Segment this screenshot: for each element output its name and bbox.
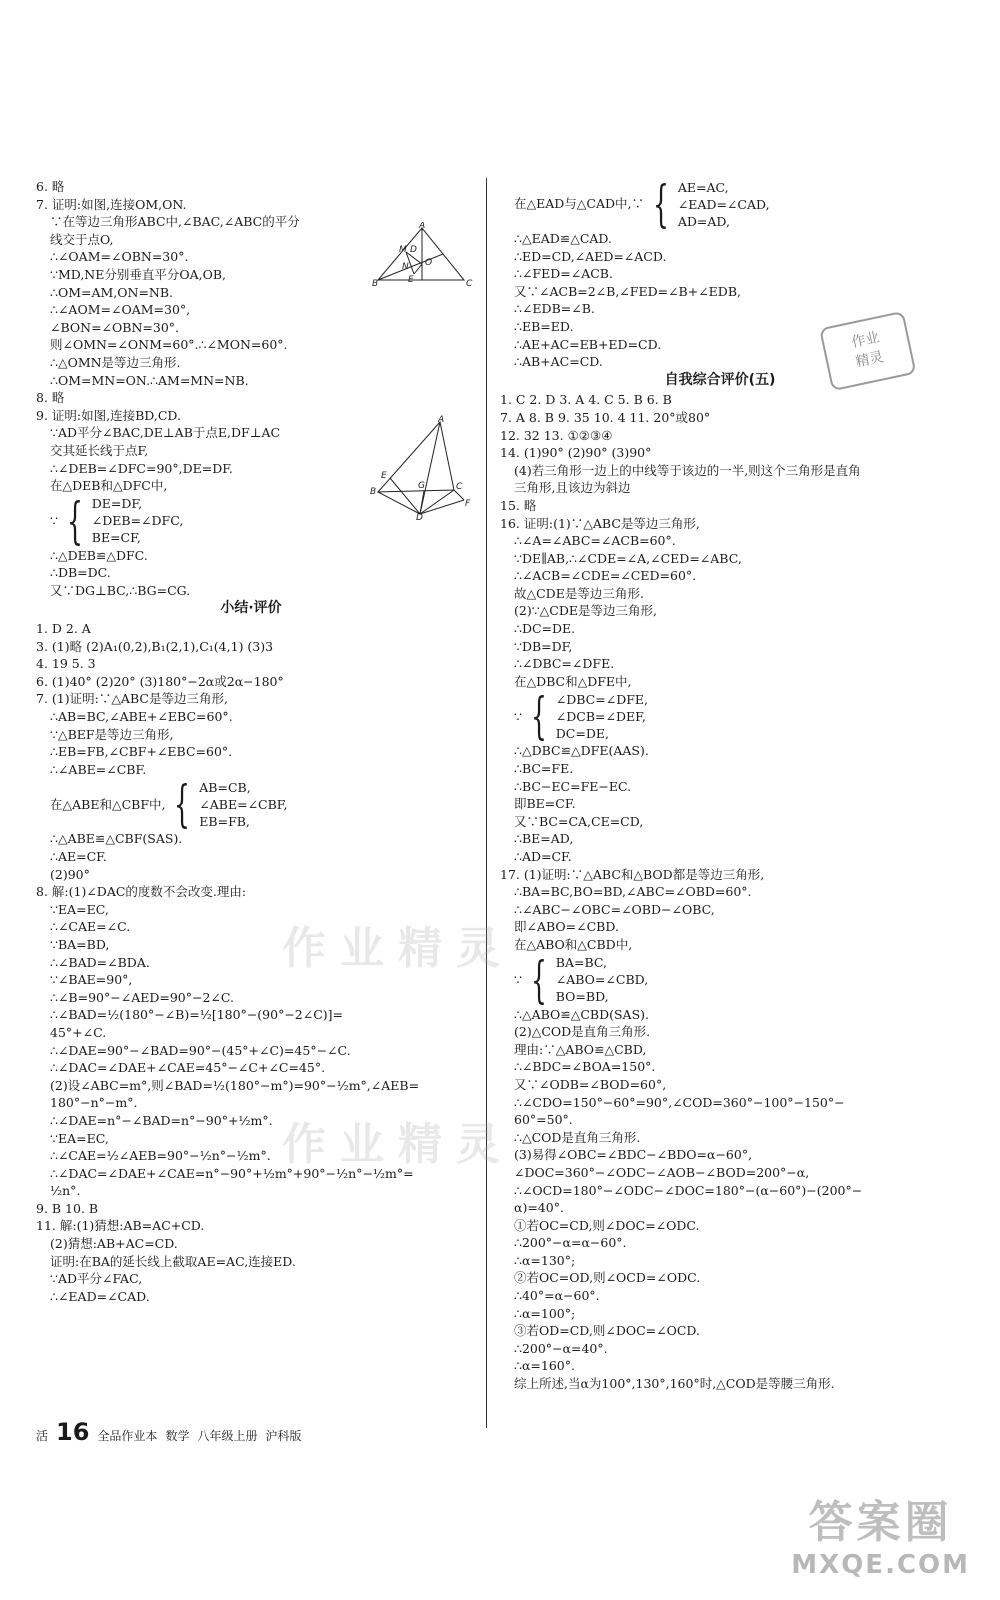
text-line: ∴∠BDC=∠BOA=150°. (514, 1059, 656, 1075)
text-line: ①若OC=CD,则∠DOC=∠ODC. (514, 1217, 700, 1233)
text-line: ∴△DBC≌△DFE(AAS). (514, 743, 649, 759)
text-line: ∵AD平分∠FAC, (50, 1271, 143, 1287)
text-line: ∴∠CDO=150°−60°=90°,∠COD=360°−100°−150°− (514, 1094, 845, 1110)
text-line: ∴∠EDB=∠B. (514, 301, 595, 317)
text-line: ∵MD,NE分别垂直平分OA,OB, (50, 266, 227, 282)
text-line: ∴△COD是直角三角形. (514, 1129, 641, 1145)
text-line: 12. 32 13. ①②③④ (500, 427, 613, 443)
text-line: 即BE=CF. (514, 796, 576, 812)
text-line: ∴∠OAM=∠OBN=30°. (50, 249, 189, 265)
section-heading-summary: 小结·评价 (220, 600, 282, 617)
text-line: ∴200°−α=α−60°. (514, 1235, 627, 1251)
brace-prefix: 在△ABE和△CBF中, (50, 796, 166, 812)
text-line: ∴BE=AD, (514, 831, 574, 847)
brace-item: BA=BC, (555, 955, 607, 971)
brace-item: DE=DF, (91, 496, 143, 512)
subject: 数学 (165, 1429, 190, 1443)
text-line: ∴∠DBC=∠DFE. (514, 656, 615, 672)
text-line: ∵△BEF是等边三角形, (50, 726, 174, 742)
text-line: ∴∠DAE=n°−∠BAD=n°−90°+½m°. (50, 1112, 273, 1128)
text-line: ∴∠DAC=∠DAE+∠CAE=n°−90°+½m°+90°−½n°−½m°= (50, 1165, 414, 1181)
left-block-2 (36, 547, 466, 600)
label-f: F (465, 499, 471, 509)
text-line: ∴AE=CF. (50, 849, 107, 864)
left-block-3 (36, 620, 466, 778)
stamp-line-2: 精灵 (854, 349, 886, 371)
text-line: 在△DBC和△DFE中, (514, 673, 632, 689)
text-line: ∴DC=DE. (514, 621, 576, 637)
brace-item: ∠DEB=∠DFC, (91, 513, 184, 529)
text-line: ½n°. (50, 1183, 81, 1199)
text-line: 1. C 2. D 3. A 4. C 5. B 6. B (500, 392, 672, 408)
text-line: ∴OM=AM,ON=NB. (50, 284, 174, 300)
text-line: ∴△DEB≌△DFC. (50, 547, 148, 563)
text-line: ∵EA=EC, (50, 1130, 109, 1146)
text-line: ∴AB=BC,∠ABE+∠EBC=60°. (50, 709, 233, 725)
text-line: ∴∠ABC−∠OBC=∠OBD−∠OBC, (514, 901, 715, 917)
text-line: 又∵BC=CA,CE=CD, (514, 813, 644, 829)
text-line: ∴∠BAD=∠BDA. (50, 954, 150, 970)
text-line: ∴∠BAD=½(180°−∠B)=½[180°−(90°−2∠C)]= (50, 1007, 344, 1023)
text-line: ∠DOC=360°−∠ODC−∠AOB−∠BOD=200°−α, (514, 1164, 810, 1180)
text-line: 9. B 10. B (36, 1200, 99, 1216)
left-block-4 (36, 830, 466, 1305)
label-a: A (438, 415, 445, 425)
page-footer (36, 1418, 301, 1446)
book-title: 全品作业本 (97, 1429, 158, 1443)
text-line: ∵EA=EC, (50, 901, 109, 917)
brace-item: BO=BD, (555, 989, 609, 1005)
label-g: G (418, 481, 425, 491)
text-line: ∵DB=DF, (514, 638, 573, 654)
brace-item: AE=AC, (677, 179, 729, 195)
text-line: 9. 证明:如图,连接BD,CD. (36, 407, 181, 423)
label-e: E (408, 275, 414, 285)
text-line: (3)易得∠OBC=∠BDC−∠BDO=α−60°, (514, 1147, 753, 1163)
text-line: ∴∠FED=∠ACB. (514, 266, 613, 282)
text-line: 三角形,且该边为斜边 (514, 480, 631, 496)
page-number: 16 (56, 1418, 90, 1446)
text-line: 综上所述,当α为100°,130°,160°时,△COD是等腰三角形. (514, 1376, 835, 1392)
label-d: D (410, 245, 417, 255)
text-line: ∴α=160°. (514, 1358, 575, 1374)
right-block-2 (500, 391, 940, 690)
text-line: ∴△ABE≌△CBF(SAS). (50, 831, 183, 847)
text-line: ∴OM=MN=ON.∴AM=MN=NB. (50, 372, 249, 388)
label-o: O (425, 258, 433, 268)
text-line: ∴α=130°; (514, 1252, 576, 1268)
brace-items (92, 495, 184, 546)
label-b: B (370, 487, 377, 497)
text-line: ∴EB=FB,∠CBF+∠EBC=60°. (50, 744, 233, 760)
text-line: ∵BA=BD, (50, 936, 110, 952)
brace-group: ∵ { BA=BC, ∠ABO=∠CBD, BO=BD, (514, 950, 649, 1009)
text-line: 线交于点O, (50, 231, 114, 247)
text-line: ∴∠ACB=∠CDE=∠CED=60°. (514, 568, 697, 584)
text-line: α)=40°. (514, 1200, 564, 1216)
text-line: 8. 解:(1)∠DAC的度数不会改变.理由: (36, 884, 247, 900)
geometry-figure-triangle-def (368, 414, 474, 520)
text-line: 3. (1)略 (2)A₁(0,2),B₁(2,1),C₁(4,1) (3)3 (36, 638, 274, 654)
text-line: 即∠ABO=∠CBD. (514, 919, 619, 935)
text-line: ∴∠ABE=∠CBF. (50, 761, 147, 777)
text-line: 证明:在BA的延长线上截取AE=AC,连接ED. (50, 1253, 296, 1269)
text-line: 故△CDE是等边三角形. (514, 585, 644, 601)
text-line: 7. 证明:如图,连接OM,ON. (36, 196, 187, 212)
text-line: 16. 证明:(1)∵△ABC是等边三角形, (500, 515, 700, 531)
text-line: 又∵∠ODB=∠BOD=60°, (514, 1076, 667, 1092)
stamp-line-1: 作业 (850, 329, 881, 351)
text-line: ∴DB=DC. (50, 565, 111, 581)
text-line: ∴∠DAC=∠DAE+∠CAE=45°−∠C+∠C=45°. (50, 1060, 326, 1076)
geometry-figure-triangle-omn (372, 222, 476, 288)
label-c: C (466, 279, 473, 288)
text-line: ∴∠CAE=½∠AEB=90°−½n°−½m°. (50, 1148, 271, 1164)
brace-item: ∠EAD=∠CAD, (677, 196, 770, 212)
label-a: A (419, 222, 426, 231)
label-d: D (416, 513, 423, 520)
text-line: ∴∠AOM=∠OAM=30°, (50, 302, 191, 318)
text-line: ∴ED=CD,∠AED=∠ACD. (514, 248, 667, 264)
text-line: ∴AB+AC=CD. (514, 354, 603, 370)
text-line: 又∵DG⊥BC,∴BG=CG. (50, 582, 191, 598)
brace-items (199, 779, 287, 830)
text-line: (2)△COD是直角三角形. (514, 1024, 651, 1040)
brace-items (556, 954, 648, 1005)
text-line: 7. (1)证明:∵△ABC是等边三角形, (36, 691, 228, 707)
right-block-3 (500, 742, 940, 953)
brace-group: 在△ABE和△CBF中, { AB=CB, ∠ABE=∠CBF, EB=FB, (50, 775, 288, 834)
text-line: ∴△OMN是等边三角形. (50, 354, 181, 370)
label-e: E (381, 471, 387, 481)
text-line: ③若OD=CD,则∠DOC=∠OCD. (514, 1323, 700, 1339)
text-line: ∴∠OCD=180°−∠ODC−∠DOC=180°−(α−60°)−(200°− (514, 1182, 863, 1198)
grade: 八年级上册 (197, 1429, 258, 1443)
text-line: ∴BC−EC=FE−EC. (514, 778, 632, 794)
text-line: 45°+∠C. (50, 1024, 107, 1040)
text-line: (2)设∠ABC=m°,则∠BAD=½(180°−m°)=90°−½m°,∠AEB= (50, 1077, 420, 1093)
label-b: B (372, 279, 379, 288)
label-n: N (402, 262, 409, 272)
text-line: 6. (1)40° (2)20° (3)180°−2α或2α−180° (36, 673, 284, 689)
site-logo (791, 1486, 970, 1580)
brace-items (678, 179, 770, 230)
brace-item: ∠DCB=∠DEF, (555, 708, 646, 724)
text-line: ∵在等边三角形ABC中,∠BAC,∠ABC的平分 (50, 214, 300, 230)
brace-item: ∠ABO=∠CBD, (555, 972, 649, 988)
text-line: ∴40°=α−60°. (514, 1288, 600, 1304)
text-line: 8. 略 (36, 390, 65, 406)
watermark-text: 作业精灵 (282, 1119, 514, 1170)
text-line: ②若OC=OD,则∠OCD=∠ODC. (514, 1270, 701, 1286)
text-line: ∴∠DEB=∠DFC=90°,DE=DF. (50, 460, 233, 476)
text-line: ∴AE+AC=EB+ED=CD. (514, 336, 662, 352)
brace-group: 在△EAD与△CAD中,∵ { AE=AC, ∠EAD=∠CAD, AD=AD, (514, 175, 770, 233)
text-line: 11. 解:(1)猜想:AB=AC+CD. (36, 1218, 205, 1234)
text-line: ∴△ABO≌△CBD(SAS). (514, 1006, 649, 1022)
text-line: ∵AD平分∠BAC,DE⊥AB于点E,DF⊥AC (50, 425, 281, 441)
text-line: 180°−n°−m°. (50, 1095, 138, 1111)
text-line: 60°=50°. (514, 1112, 573, 1128)
text-line: 又∵∠ACB=2∠B,∠FED=∠B+∠EDB, (514, 283, 741, 299)
brace-group: ∵ { ∠DBC=∠DFE, ∠DCB=∠DEF, DC=DE, (514, 687, 648, 746)
column-divider (486, 178, 487, 1428)
label-m: M (399, 245, 407, 255)
text-line: 在△DEB和△DFC中, (50, 478, 168, 494)
text-line: 则∠OMN=∠ONM=60°.∴∠MON=60°. (50, 337, 288, 353)
label-c: C (456, 482, 463, 492)
text-line: 17. (1)证明:∵△ABC和△BOD都是等边三角形, (500, 866, 765, 882)
text-line: ∴EB=ED. (514, 318, 574, 334)
text-line: ∴BC=FE. (514, 761, 574, 777)
text-line: ∵∠BAE=90°, (50, 972, 133, 988)
brace-item: ∠DBC=∠DFE, (555, 691, 648, 707)
text-line: 7. A 8. B 9. 35 10. 4 11. 20°或80° (500, 409, 711, 425)
text-line: 交其延长线于点F, (50, 442, 149, 458)
watermark-text: 作业精灵 (282, 923, 514, 974)
text-line: (4)若三角形一边上的中线等于该边的一半,则这个三角形是直角 (514, 462, 861, 478)
brace-prefix: 在△EAD与△CAD中,∵ (514, 196, 644, 212)
brace-item: AD=AD, (677, 213, 730, 229)
brace-item: AB=CB, (199, 779, 251, 795)
edition: 沪科版 (265, 1429, 302, 1443)
text-line: ∴∠DAE=90°−∠BAD=90°−(45°+∠C)=45°−∠C. (50, 1042, 351, 1058)
text-line: 理由:∵△ABO≌△CBD, (514, 1041, 647, 1057)
text-line: ∴∠B=90°−∠AED=90°−2∠C. (50, 989, 234, 1005)
text-line: (2)90° (50, 866, 90, 882)
logo-main: 答案圈 (808, 1497, 953, 1548)
text-line: ∴∠CAE=∠C. (50, 919, 131, 935)
brace-group: ∵ { DE=DF, ∠DEB=∠DFC, BE=CF, (50, 491, 184, 550)
text-line: (2)∵△CDE是等边三角形, (514, 603, 657, 619)
text-line: ∴AD=CF. (514, 849, 572, 864)
text-line: 4. 19 5. 3 (36, 656, 96, 672)
brace-item: ∠ABE=∠CBF, (199, 796, 288, 812)
brace-items (556, 691, 648, 742)
section-heading-review: 自我综合评价(五) (664, 371, 776, 388)
text-line: (2)猜想:AB+AC=CD. (50, 1236, 178, 1252)
text-line: ∴∠A=∠ABC=∠ACB=60°. (514, 533, 676, 549)
text-line: ∴200°−α=40°. (514, 1340, 608, 1356)
footer-prefix: 活 (36, 1429, 49, 1443)
text-line: ∵DE∥AB,∴∠CDE=∠A,∠CED=∠ABC, (514, 550, 742, 566)
text-line: ∴α=100°; (514, 1305, 576, 1321)
text-line: ∠BON=∠OBN=30°. (50, 319, 179, 335)
logo-url: MXQE.COM (791, 1550, 970, 1580)
text-line: ∴BA=BC,BO=BD,∠ABC=∠OBD=60°. (514, 884, 752, 900)
brace-item: EB=FB, (199, 813, 250, 829)
text-line: 14. (1)90° (2)90° (3)90° (500, 445, 652, 461)
text-line: 15. 略 (500, 497, 537, 513)
right-block-4 (500, 1006, 940, 1393)
text-line: ∴∠EAD=∠CAD. (50, 1288, 150, 1304)
text-line: 在△ABO和△CBD中, (514, 936, 633, 952)
brace-item: DC=DE, (555, 725, 609, 741)
text-line: ∴△EAD≌△CAD. (514, 231, 612, 246)
text-line: 1. D 2. A (36, 621, 91, 637)
text-line: 6. 略 (36, 179, 65, 194)
brace-item: BE=CF, (91, 530, 141, 546)
